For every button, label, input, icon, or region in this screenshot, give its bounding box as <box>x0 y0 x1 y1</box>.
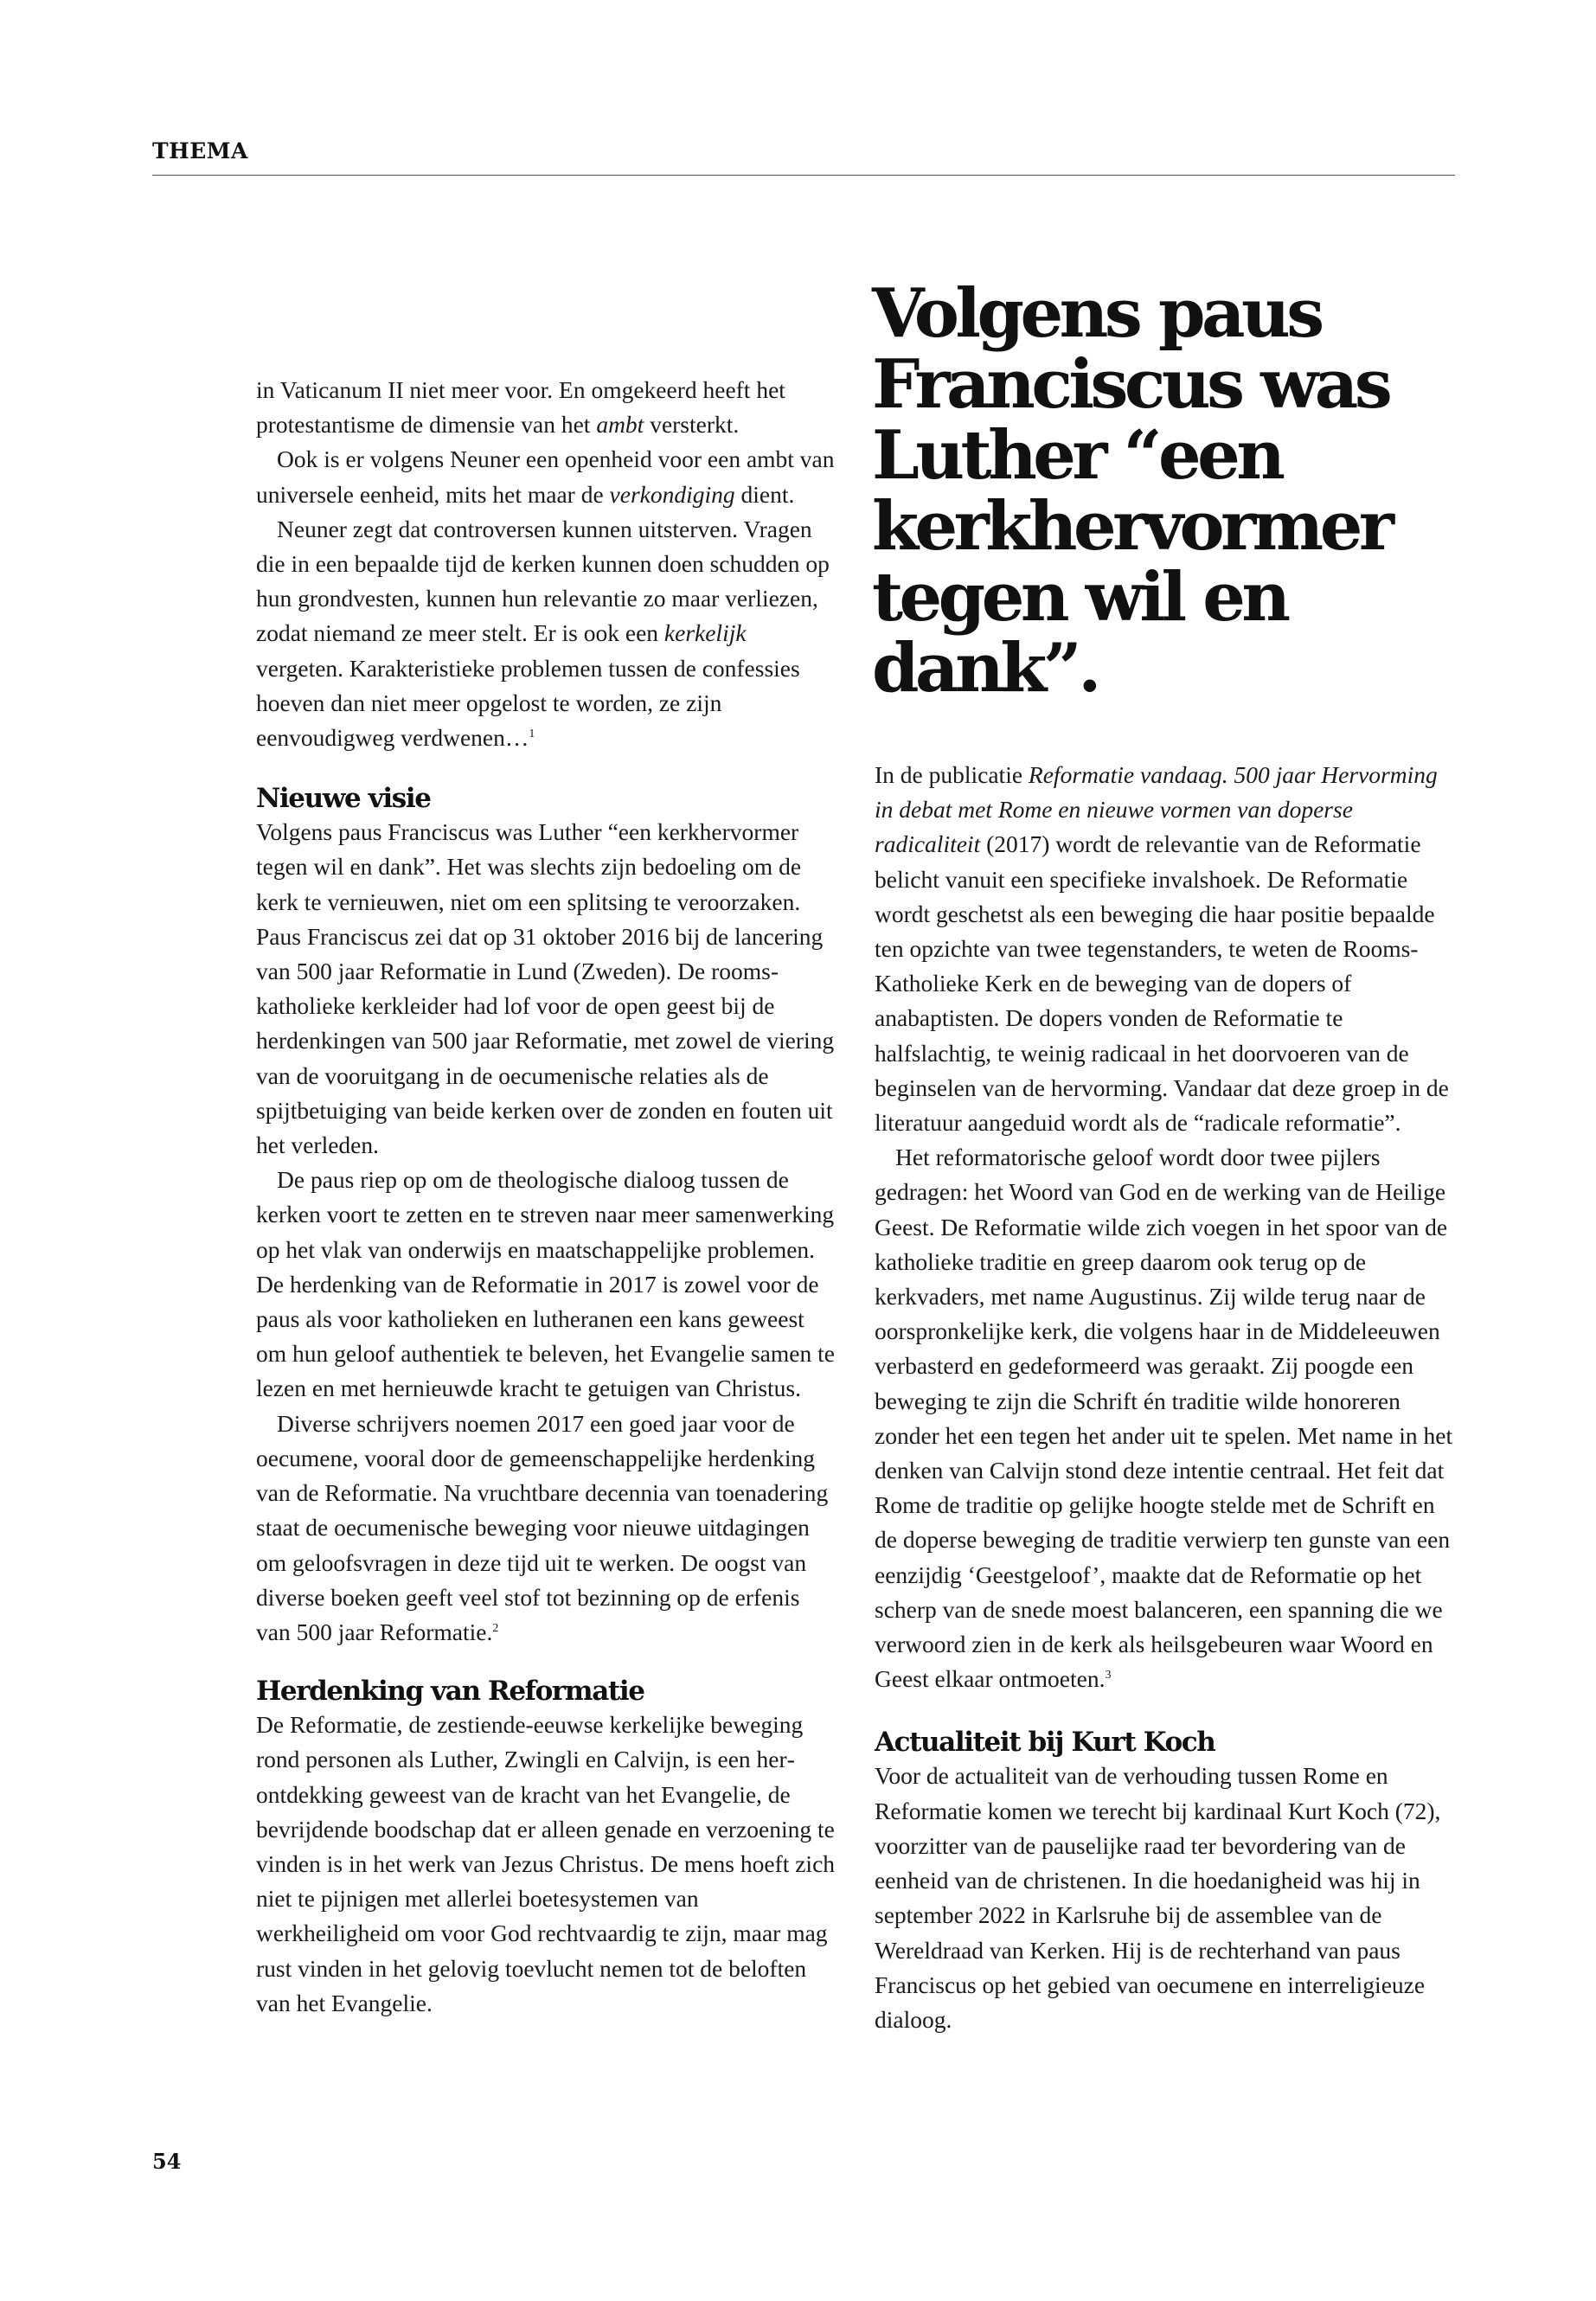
paragraph: Voor de actualiteit van de verhouding tussen Rome en Reformatie komen we terecht bij kardinaal Kurt Koch (72), voorzitter van de pauselijke raad ter bevordering van de eenheid van de christenen. In die hoedanigheid was hij in september 2022 in Karlsruhe bij de assemblee van de Wereldraad van Kerken. Hij is de rechterhand van paus Franciscus op het gebied van oecumene en interreligieuze dialoog. <box>875 1762 1441 2033</box>
right-column <box>875 758 1455 2037</box>
paragraph: Het reformatorische geloof wordt door twee pijlers gedragen: het Woord van God en de werking van de Heilige Geest. De Reformatie wilde zich voegen in het spoor van de katholieke traditie en greep daarom ook terug op de kerkvaders, met name Augustinus. Zij wilde terug naar de oorspronkelijke kerk, die volgens haar in de Middeleeuwen verbasterd en gedeformeerd was geraakt. Zij poogde een beweging te zijn die Schrift én traditie wilde honoreren zonder het een tegen het ander uit te spelen. Met name in het denken van Calvijn stond deze intentie centraal. Het feit dat Rome de traditie op gelijke hoogte stelde met de Schrift en de doperse beweging de traditie verwierp ten gunste van een eenzijdig ‘Geestgeloof’, maakte dat de Reformatie op het scherp van de snede moest balanceren, een spanning die we verwoord zien in de kerk als heilsgebeuren waar Woord en Geest elkaar ontmoeten.$^3$ <box>875 1144 1453 1693</box>
paragraph: De paus riep op om de theologische dialoog tussen de kerken voort te zetten en te streven naar meer samenwerking op het vlak van onderwijs en maatschappelijke problemen. De herdenking van de Reformatie in 2017 is zowel voor de paus als voor katholieken en lutheranen een kans geweest om hun geloof authentiek te beleven, het Evangelie samen te lezen en met hernieuwde kracht te getuigen van Christus. <box>256 1166 835 1402</box>
footnote-marker: 1 <box>529 727 535 741</box>
section-heading-nieuwe-visie: Nieuwe visie <box>256 783 431 815</box>
left-column <box>256 373 837 2021</box>
paragraph: De Reformatie, de zestiende-eeuwse kerkelijke beweging rond personen als Luther, Zwingli en Calvijn, is een herontdekking geweest van de kracht van het Evangelie, de bevrijdende boodschap dat er alleen genade en verzoening te vinden is in het werk van Jezus Christus. De mens hoeft zich niet te pijnigen met allerlei boetesystemen van werkheiligheid om voor God rechtvaardig te zijn, maar mag rust vinden in het gelovig toevlucht nemen tot de beloften van het Evangelie. <box>256 1711 836 2016</box>
section-heading-herdenking: Herdenking van Reformatie <box>256 1676 644 1708</box>
pull-quote: Volgens paus Franciscus was Luther “een kerkhervormer tegen wil en dank”. <box>872 274 1391 708</box>
paragraph: Volgens paus Franciscus was Luther “een kerkhervormer tegen wil en dank”. Het was slechts zijn bedoeling om de kerk te vernieuwen, niet om een splitsing te veroorzaken. Paus Franciscus zei dat op 31 oktober 2016 bij de lancering van 500 jaar Reformatie in Lund (Zweden). De rooms-katholieke kerkleider had lof voor de open geest bij de herdenkingen van 500 jaar Reformatie, met zowel de viering van de vooruitgang in de oecumenische relaties als de spijtbetuiging van beide kerken over de zonden en fouten uit het verleden. <box>256 818 835 1159</box>
page-header <box>152 137 1455 176</box>
footnote-marker: 2 <box>492 1621 499 1635</box>
paragraph: in Vaticanum II niet meer voor. En omgekeerd heeft het protestantisme de dimensie van het ambt versterkt. <box>256 376 785 439</box>
footnote-marker: 3 <box>1105 1669 1112 1682</box>
paragraph: In de publicatie Reformatie vandaag. 500 jaar Hervorming in debat met Rome en nieuwe vormen van doperse radicaliteit (2017) wordt de relevantie van de Reformatie belicht vanuit een specifieke invalshoek. De Reformatie wordt geschetst als een beweging die haar positie bepaalde ten opzichte van twee tegenstanders, te weten de Rooms-Katholieke Kerk en de beweging van de dopers of anabaptisten. De dopers vonden de Reformatie te halfslachtig, te weinig radicaal in het doorvoeren van de beginselen van de hervorming. Vandaar dat deze groep in de literatuur aangeduid wordt als de “radicale reformatie”. <box>875 761 1449 1137</box>
section-heading-actualiteit: Actualiteit bij Kurt Koch <box>875 1727 1215 1759</box>
paragraph: Diverse schrijvers noemen 2017 een goed jaar voor de oecumene, vooral door de gemeenschappelijke herdenking van de Reformatie. Na vruchtbare decennia van toenadering staat de oecumenische beweging voor nieuwe uitdagingen om geloofsvragen in deze tijd uit te werken. De oogst van diverse boeken geeft veel stof tot bezinning op de erfenis van 500 jaar Reformatie.$^2$ <box>256 1409 829 1645</box>
paragraph: Ook is er volgens Neuner een openheid voor een ambt van universele eenheid, mits het maar de verkondiging dient. <box>256 445 835 508</box>
page-number: 54 <box>152 2149 182 2174</box>
paragraph: Neuner zegt dat controversen kunnen uitsterven. Vragen die in een bepaalde tijd de kerken kunnen doen schudden op hun grondvesten, kunnen hun relevantie zo maar verliezen, zodat niemand ze meer stelt. Er is ook een kerkelijk vergeten. Karakteristieke problemen tussen de confessies hoeven dan niet meer opgelost te worden, ze zijn eenvoudigweg verdwenen…$^1$ <box>256 515 830 752</box>
section-label: THEMA <box>152 138 248 163</box>
